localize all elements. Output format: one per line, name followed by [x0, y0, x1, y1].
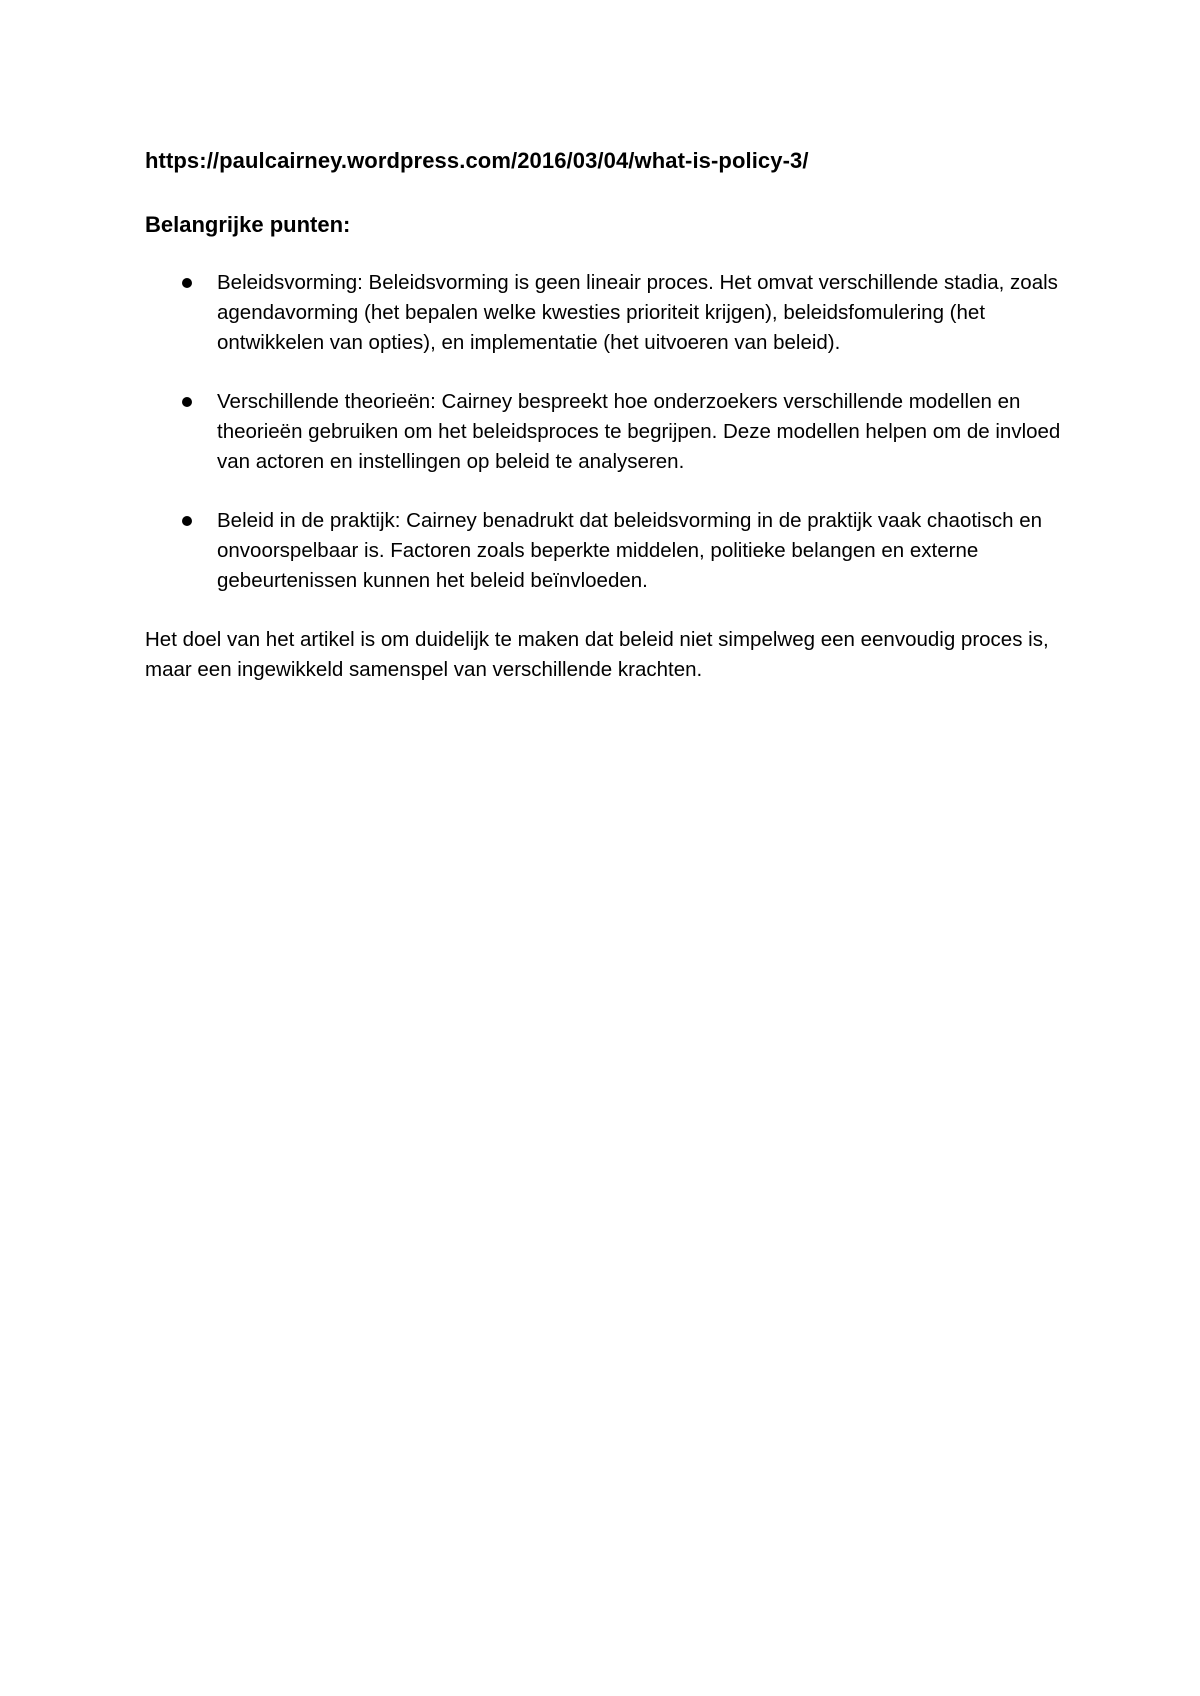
- list-item-theorieen: [145, 387, 1075, 477]
- key-points-list: [145, 268, 1075, 596]
- bullet-icon: [182, 516, 192, 526]
- conclusion-paragraph: Het doel van het artikel is om duidelijk te maken dat beleid niet simpelweg een eenvoudig proces is, maar een ingewikkeld samenspel van verschillende krachten.: [145, 628, 1049, 681]
- list-item-text: Beleidsvorming: Beleidsvorming is geen lineair proces. Het omvat verschillende stadia, zoals agendavorming (het bepalen welke kwesties prioriteit krijgen), beleidsfomulering (het ontwikkelen van opties), en implementatie (het uitvoeren van beleid).: [217, 271, 1058, 354]
- list-item-text: Verschillende theorieën: Cairney bespreekt hoe onderzoekers verschillende modellen en theorieën gebruiken om het beleidsproces te begrijpen. Deze modellen helpen om de invloed van actoren en instellingen op beleid te analyseren.: [217, 390, 1061, 473]
- list-item-beleidsvorming: [145, 268, 1075, 358]
- source-url: https://paulcairney.wordpress.com/2016/03/04/what-is-policy-3/: [145, 148, 809, 173]
- list-item-praktijk: [145, 506, 1075, 596]
- document-content: [145, 146, 1075, 685]
- section-heading: Belangrijke punten:: [145, 212, 351, 237]
- list-item-text: Beleid in de praktijk: Cairney benadrukt dat beleidsvorming in de praktijk vaak chaotisch en onvoorspelbaar is. Factoren zoals beperkte middelen, politieke belangen en externe gebeurtenissen kunnen het beleid beïnvloeden.: [217, 509, 1043, 592]
- bullet-icon: [182, 278, 192, 288]
- bullet-icon: [182, 397, 192, 407]
